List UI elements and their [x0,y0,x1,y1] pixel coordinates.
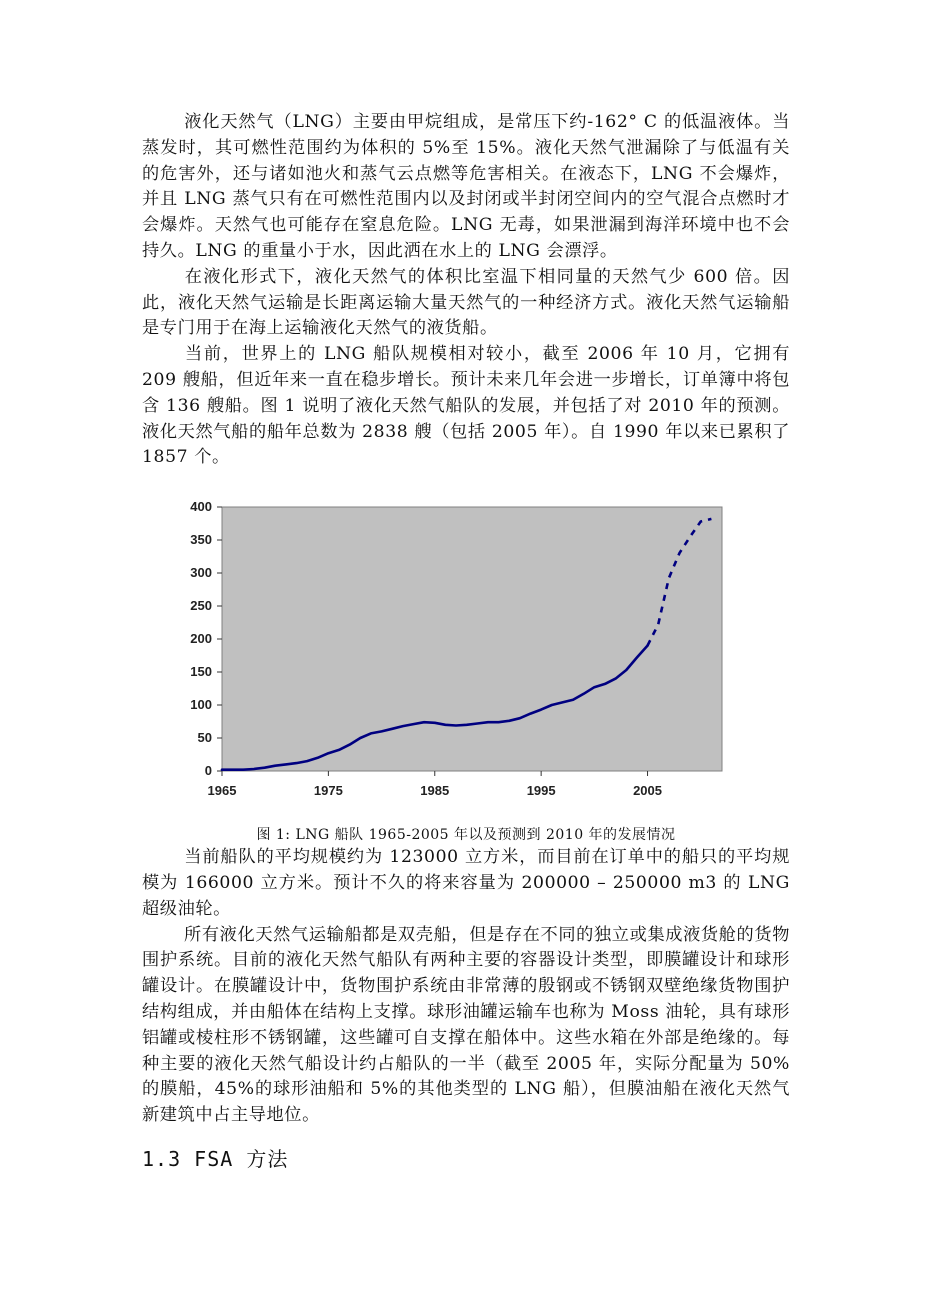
y-tick-label: 300 [190,565,212,581]
y-tick-label: 400 [190,499,212,515]
section-heading: 1.3 FSA 方法 [142,1146,289,1171]
paragraph-fleet-size: 当前，世界上的 LNG 船队规模相对较小，截至 2006 年 10 月，它拥有 209 艘船，但近年来一直在稳步增长。预计未来几年会进一步增长，订单簿中将包含 136 艘船。图 1 说明了液化天然气船队的发展，并包括了对 2010 年的预测。液化天然气船的船年总数为 2838 艘（包括 2005 年）。自 1990 年以来已累积了 1857 个。 [142,344,790,468]
x-tick-label: 1985 [420,783,450,799]
y-tick-label: 200 [190,631,212,647]
paragraph-average-size: 当前船队的平均规模约为 123000 立方米，而目前在订单中的船只的平均规模为 166000 立方米。预计不久的将来容量为 200000 – 250000 m3 的 LNG 超级油轮。 [142,847,790,919]
y-tick-label: 250 [190,598,212,614]
document-page [142,110,790,1172]
x-tick-label: 1995 [526,783,556,799]
x-tick-label: 1965 [207,783,237,799]
x-tick-label: 1975 [313,783,343,799]
y-tick-label: 0 [204,763,212,779]
y-tick-label: 100 [190,697,212,713]
paragraph-lng-properties: 液化天然气（LNG）主要由甲烷组成，是常压下约-162° C 的低温液体。当蒸发时，其可燃性范围约为体积的 5%至 15%。液化天然气泄漏除了与低温有关的危害外，还与诸如池火和蒸气云点燃等危害相关。在液态下，LNG 不会爆炸，并且 LNG 蒸气只有在可燃性范围内以及封闭或半封闭空间内的空气混合点燃时才会爆炸。天然气也可能存在窒息危险。LNG 无毒，如果泄漏到海洋环境中也不会持久。LNG 的重量小于水，因此洒在水上的 LNG 会漂浮。 [142,112,790,261]
fleet-chart [174,499,734,819]
x-tick-label: 2005 [633,783,662,799]
figure-caption: 图 1: LNG 船队 1965-2005 年以及预测到 2010 年的发展情况 [256,827,676,844]
paragraph-lng-volume: 在液化形式下，液化天然气的体积比室温下相同量的天然气少 600 倍。因此，液化天然气运输是长距离运输大量天然气的一种经济方式。液化天然气运输船是专门用于在海上运输液化天然气的液货船。 [142,266,790,339]
y-tick-label: 50 [197,730,212,746]
plot-area [222,507,722,771]
fleet-chart-svg [174,499,734,819]
y-tick-label: 350 [190,532,212,548]
paragraph-tank-designs: 所有液化天然气运输船都是双壳船，但是存在不同的独立或集成液货舱的货物围护系统。目前的液化天然气船队有两种主要的容器设计类型，即膜罐设计和球形罐设计。在膜罐设计中，货物围护系统由非常薄的殷钢或不锈钢双壁绝缘货物围护结构组成，并由船体在结构上支撑。球形油罐运输车也称为 Moss 油轮，具有球形铝罐或棱柱形不锈钢罐，这些罐可自支撑在船体中。这些水箱在外部是绝缘的。每种主要的液化天然气船设计约占船队的一半（截至 2005 年，实际分配量为 50%的膜船，45%的球形油船和 5%的其他类型的 LNG 船），但膜油船在液化天然气新建筑中占主导地位。 [142,924,790,1126]
y-tick-label: 150 [190,664,212,680]
